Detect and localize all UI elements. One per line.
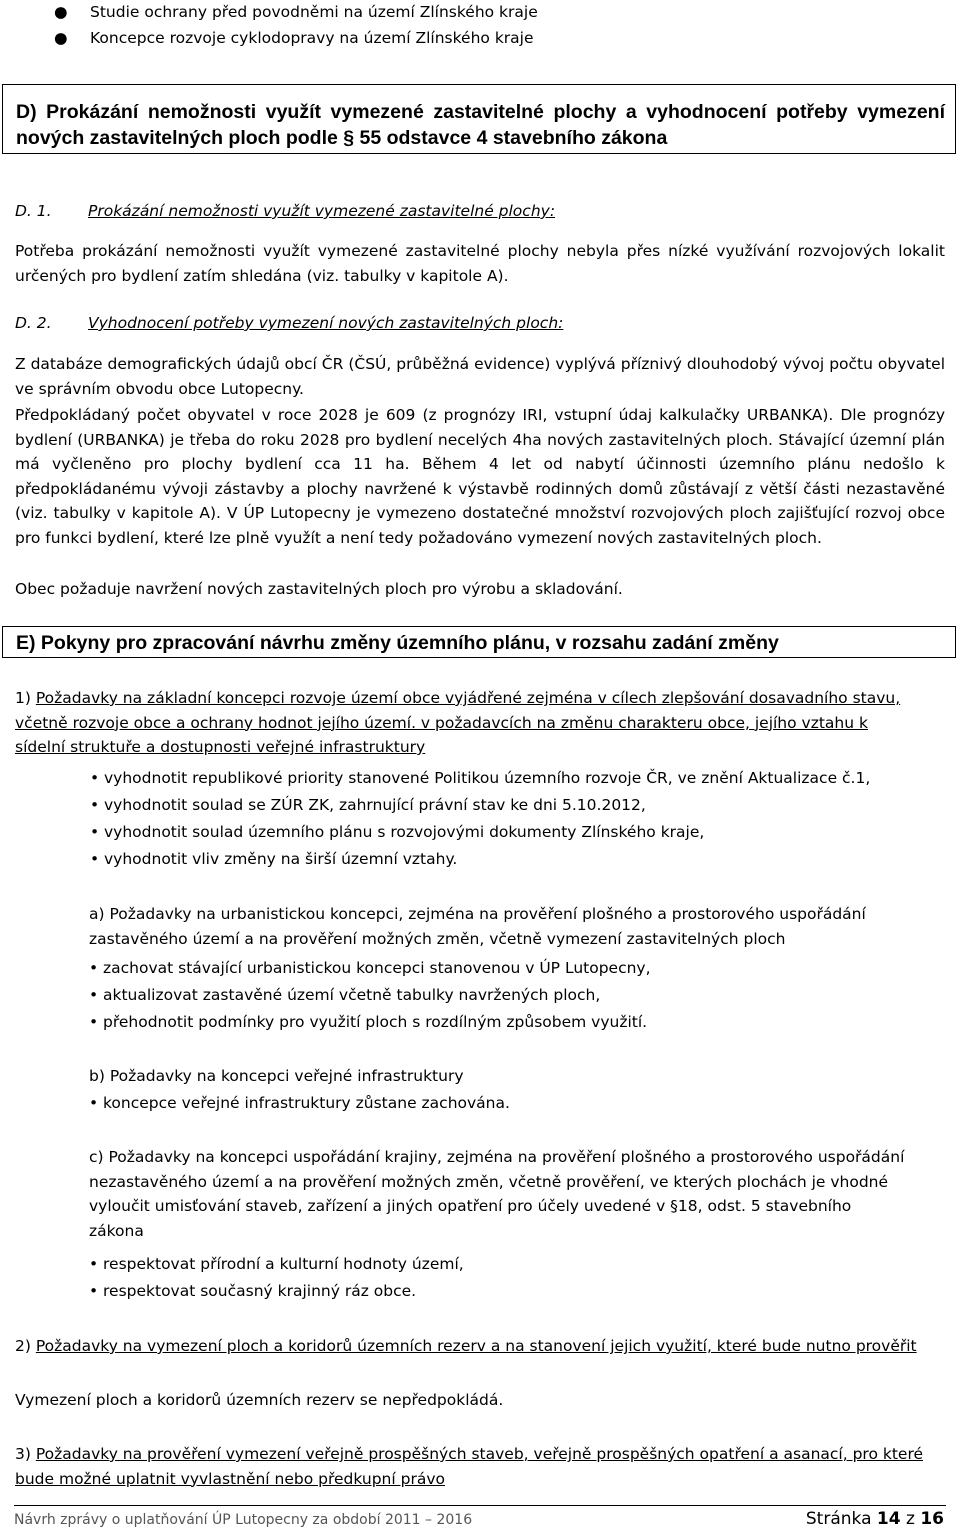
d2-paragraph-3: Obec požaduje navržení nových zastavitelných ploch pro výrobu a skladování. bbox=[15, 580, 623, 598]
list-item: respektovat současný krajinný ráz obce. bbox=[103, 1282, 417, 1300]
req1-title: Požadavky na základní koncepci rozvoje území obce vyjádřené zejména v cílech zlepšování dosavadního stavu, včetně rozvoje obce a ochrany hodnot jejího území. v požadavcích na změnu charakteru obce, jejího vztahu k sídelní struktuře a dostupnosti veřejné infrastruktury bbox=[15, 689, 901, 756]
req2-title: Požadavky na vymezení ploch a koridorů územních rezerv a na stanovení jejich využití, které bude nutno prověřit bbox=[35, 1337, 917, 1355]
bullet-dot: • bbox=[89, 1094, 99, 1112]
d1-paragraph: Potřeba prokázání nemožnosti využít vymezené zastavitelné plochy nebyla přes nízké využívání rozvojových lokalit určených pro bydlení zatím shledána (viz. tabulky v kapitole A). bbox=[15, 242, 945, 285]
bullet-dot: • bbox=[90, 796, 100, 814]
req2-number: 2) bbox=[15, 1337, 31, 1355]
d2-heading bbox=[15, 311, 945, 335]
bullet-dot: • bbox=[90, 823, 100, 841]
subsection-c-heading: c) Požadavky na koncepci uspořádání krajiny, zejména na prověření plošného a prostorového uspořádání nezastavěného území a na prověření možných změn, včetně prověření, ve kterých plochách je vhodné vyloučit umisťování staveb, zařízení a jiných opatření pro účely uvedené v §18, odst. 5 stavebního zákona bbox=[89, 1148, 905, 1240]
section-e-heading: E) Pokyny pro zpracování návrhu změny územního plánu, v rozsahu zadání změny bbox=[2, 626, 956, 658]
footer-divider bbox=[14, 1505, 946, 1506]
bullet-dot: • bbox=[89, 1255, 99, 1273]
bullet-dot: • bbox=[90, 769, 100, 787]
page-total: 16 bbox=[920, 1509, 944, 1529]
page-word: Stránka bbox=[805, 1509, 872, 1529]
d2-paragraph-2: Předpokládaný počet obyvatel v roce 2028 je 609 (z prognózy IRI, vstupní údaj kalkulačky URBANKA). Dle prognózy bydlení (URBANKA) je třeba do roku 2028 pro bydlení necelých 4ha nových zastavitelných ploch. Stávající územní plán má vyčleněno pro plochy bydlení cca 11 ha. Během 4 let od nabytí účinnosti územního plánu nedošlo k předpokládanému vývoji zástavby a plochy navržené k výstavbě rodinných domů zůstávají z větší části nezastavěné (viz. tabulky v kapitole A). V ÚP Lutopecny je vymezeno dostatečné množství rozvojových ploch zajišťující rozvoj obce pro funkci bydlení, které lze plně využít a není tedy požadováno vymezení nových zastavitelných ploch. bbox=[15, 406, 945, 547]
list-item: vyhodnotit soulad se ZÚR ZK, zahrnující právní stav ke dni 5.10.2012, bbox=[104, 796, 646, 814]
list-item: zachovat stávající urbanistickou koncepci stanovenou v ÚP Lutopecny, bbox=[103, 959, 651, 977]
list-item: přehodnotit podmínky pro využití ploch s rozdílným způsobem využití. bbox=[103, 1013, 648, 1031]
req2-paragraph: Vymezení ploch a koridorů územních rezerv se nepředpokládá. bbox=[15, 1391, 504, 1409]
bullet-dot: • bbox=[89, 986, 99, 1004]
d2-title: Vyhodnocení potřeby vymezení nových zastavitelných ploch: bbox=[88, 314, 564, 332]
footer-page-number bbox=[806, 1509, 944, 1529]
bullet-dot: • bbox=[90, 850, 100, 868]
d1-title: Prokázání nemožnosti využít vymezené zastavitelné plochy: bbox=[88, 202, 556, 220]
bullet-dot: • bbox=[89, 1282, 99, 1300]
list-item: Studie ochrany před povodněmi na území Zlínského kraje bbox=[90, 3, 538, 21]
req3-number: 3) bbox=[15, 1445, 31, 1463]
page-current: 14 bbox=[876, 1509, 901, 1529]
bullet-dot: ● bbox=[54, 29, 68, 47]
req1-heading bbox=[15, 686, 910, 760]
req3-heading bbox=[15, 1442, 940, 1491]
list-item: respektovat přírodní a kulturní hodnoty území, bbox=[103, 1255, 464, 1273]
list-item: vyhodnotit soulad územního plánu s rozvojovými dokumenty Zlínského kraje, bbox=[104, 823, 705, 841]
d1-heading bbox=[15, 199, 945, 223]
subsection-b-heading: b) Požadavky na koncepci veřejné infrastruktury bbox=[89, 1067, 464, 1085]
list-item: aktualizovat zastavěné území včetně tabulky navržených ploch, bbox=[103, 986, 601, 1004]
req3-title: Požadavky na prověření vymezení veřejně prospěšných staveb, veřejně prospěšných opatření a asanací, pro které bude možné uplatnit vyvlastnění nebo předkupní právo bbox=[15, 1445, 924, 1488]
footer-document-title: Návrh zprávy o uplatňování ÚP Lutopecny za období 2011 – 2016 bbox=[14, 1512, 473, 1528]
req2-heading bbox=[15, 1334, 920, 1359]
bullet-dot: ● bbox=[54, 3, 68, 21]
bullet-dot: • bbox=[89, 1013, 99, 1031]
d2-number: D. 2. bbox=[15, 314, 52, 332]
list-item: koncepce veřejné infrastruktury zůstane zachována. bbox=[103, 1094, 510, 1112]
list-item: vyhodnotit vliv změny na širší územní vztahy. bbox=[104, 850, 458, 868]
subsection-a-heading: a) Požadavky na urbanistickou koncepci, zejména na prověření plošného a prostorového uspořádání zastavěného území a na prověření možných změn, včetně vymezení zastavitelných ploch bbox=[89, 905, 866, 948]
req1-number: 1) bbox=[15, 689, 31, 707]
d2-paragraph-1: Z databáze demografických údajů obcí ČR (ČSÚ, průběžná evidence) vyplývá příznivý dlouhodobý vývoj počtu obyvatel ve správním obvodu obce Lutopecny. bbox=[15, 355, 945, 398]
section-d-heading: D) Prokázání nemožnosti využít vymezené zastavitelné plochy a vyhodnocení potřeby vymezení nových zastavitelných ploch podle § 55 odstavce 4 stavebního zákona bbox=[2, 84, 956, 154]
list-item: Koncepce rozvoje cyklodopravy na území Zlínského kraje bbox=[90, 29, 534, 47]
page-of: z bbox=[905, 1509, 915, 1529]
bullet-dot: • bbox=[89, 959, 99, 977]
d1-number: D. 1. bbox=[15, 202, 52, 220]
list-item: vyhodnotit republikové priority stanovené Politikou územního rozvoje ČR, ve znění Aktualizace č.1, bbox=[104, 769, 871, 787]
